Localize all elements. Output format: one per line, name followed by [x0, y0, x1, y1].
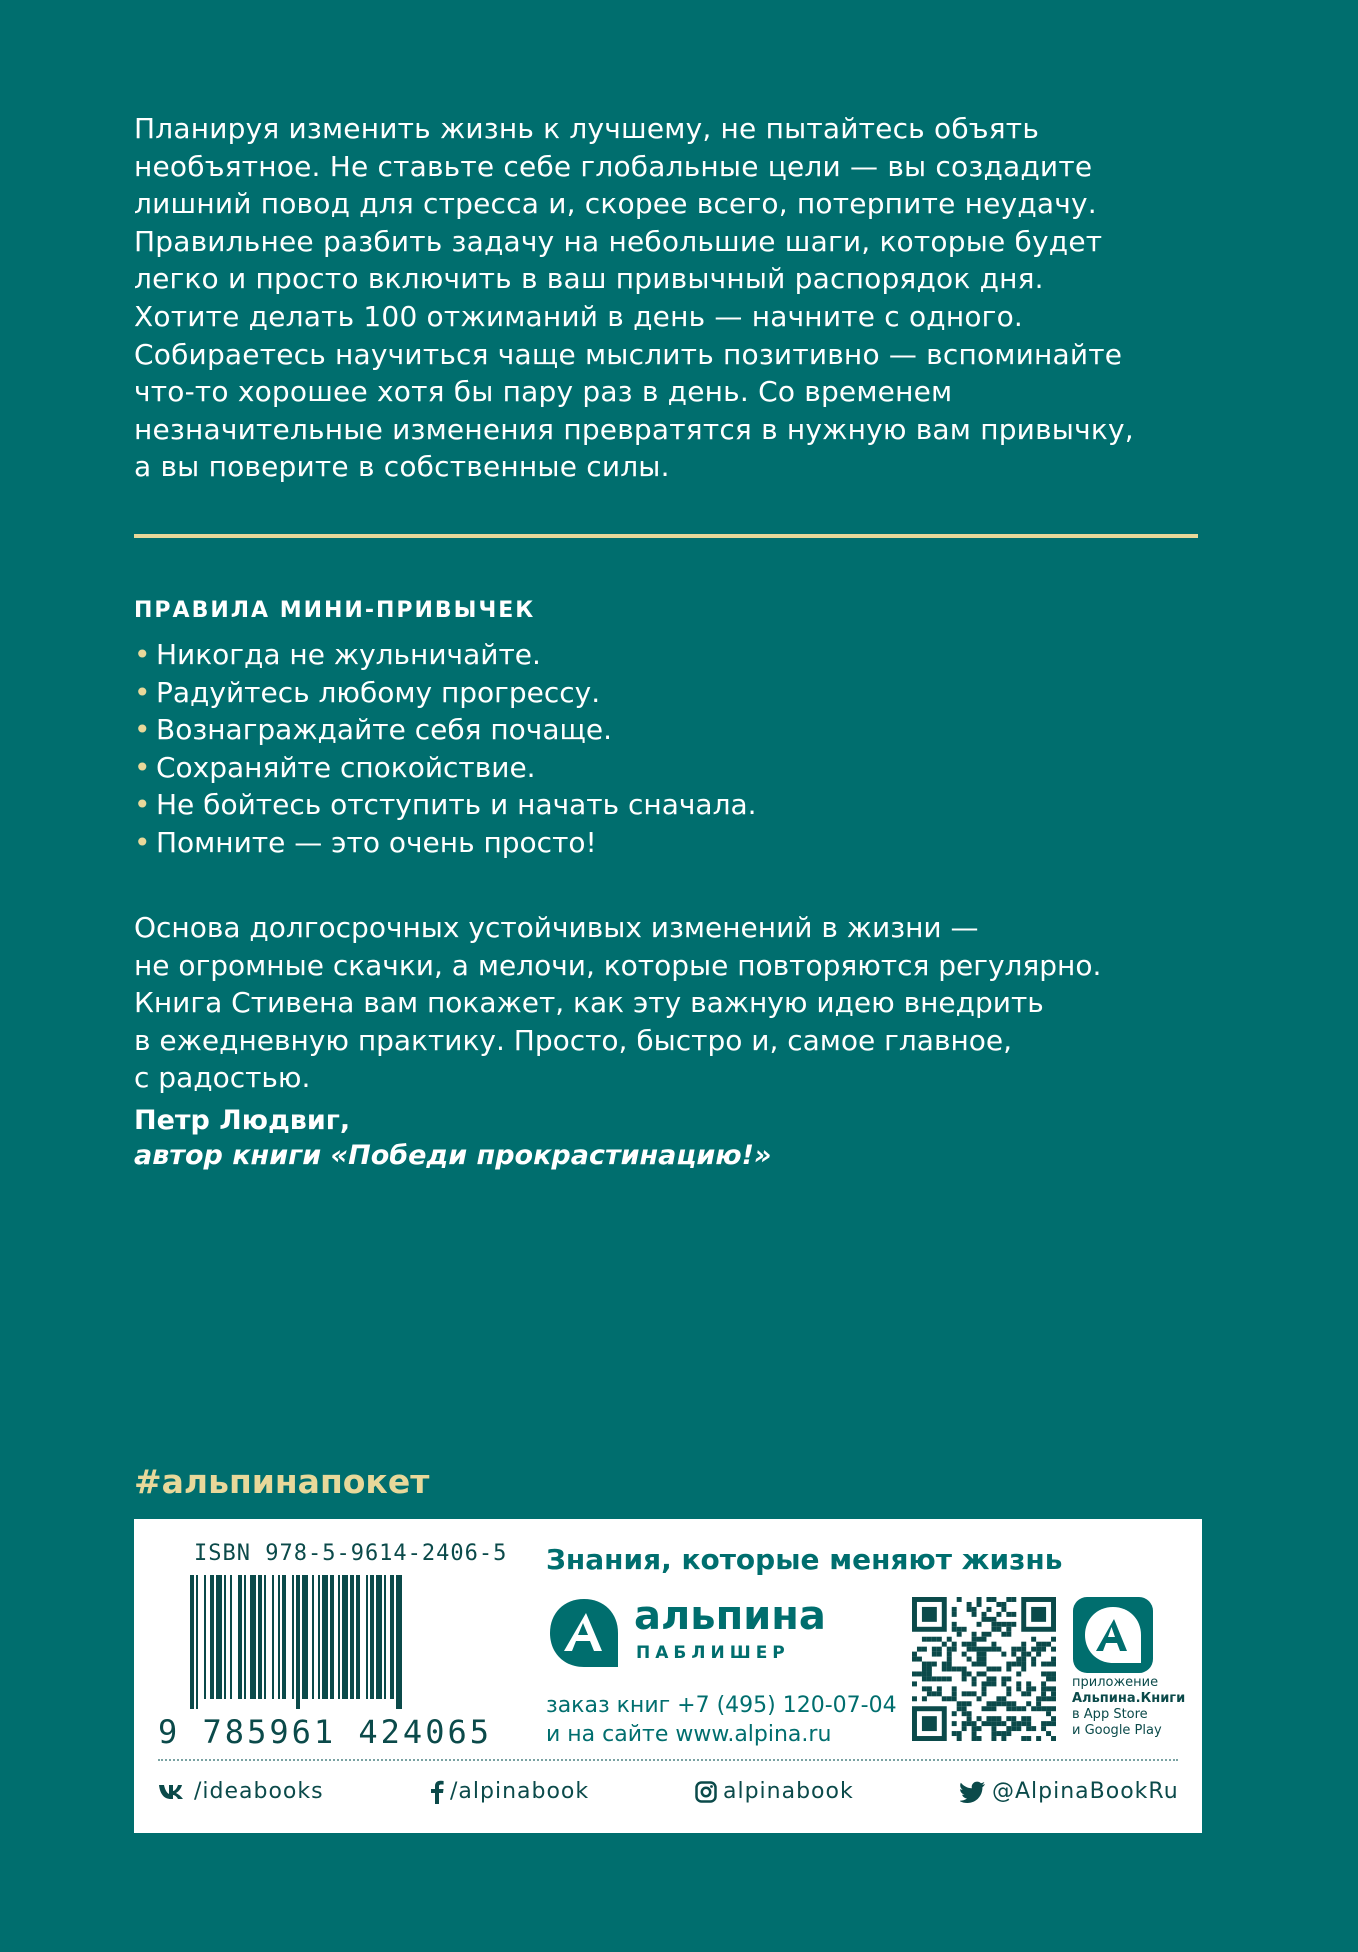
- intro-line: легко и просто включить в ваш привычный распорядок дня.: [134, 262, 1044, 296]
- social-instagram-text: alpinabook: [723, 1779, 854, 1804]
- order-site: и на сайте www.alpina.ru: [546, 1722, 832, 1747]
- bullet-icon: •: [134, 750, 151, 784]
- app-info: [1072, 1675, 1185, 1739]
- qr-code-icon: [912, 1597, 1056, 1741]
- rules-list: [134, 636, 757, 862]
- rule-text: Радуйтесь любому прогрессу.: [156, 675, 601, 709]
- rule-text: Помните — это очень просто!: [156, 825, 597, 859]
- vk-icon: [158, 1783, 188, 1801]
- list-item: [134, 711, 757, 749]
- rule-text: Никогда не жульничайте.: [156, 638, 541, 671]
- order-phone: заказ книг +7 (495) 120-07-04: [546, 1693, 897, 1718]
- quote-author: Петр Людвиг,: [134, 1105, 351, 1136]
- rules-title: ПРАВИЛА МИНИ-ПРИВЫЧЕК: [134, 598, 536, 623]
- alpina-logo-icon: [546, 1595, 622, 1671]
- social-vk[interactable]: [158, 1779, 324, 1804]
- intro-line: что-то хорошее хотя бы пару раз в день. Со временем: [134, 375, 953, 409]
- publisher-tagline: Знания, которые меняют жизнь: [546, 1543, 1063, 1576]
- gold-divider: [134, 534, 1198, 538]
- intro-paragraph: [134, 110, 1214, 486]
- list-item: [134, 749, 757, 787]
- instagram-icon: [695, 1781, 717, 1803]
- list-item: [134, 786, 757, 824]
- publisher-logo-name: альпина: [634, 1593, 826, 1639]
- publisher-logo-sub: ПАБЛИШЕР: [636, 1643, 790, 1663]
- intro-line: лишний повод для стресса и, скорее всего, потерпите неудачу.: [134, 187, 1097, 221]
- app-line: и Google Play: [1072, 1723, 1162, 1738]
- list-item: [134, 636, 757, 674]
- list-item: [134, 824, 757, 862]
- app-line: в App Store: [1072, 1707, 1148, 1722]
- social-instagram[interactable]: [695, 1779, 854, 1804]
- quote-line: с радостью.: [134, 1061, 311, 1095]
- intro-line: а вы поверите в собственные силы.: [134, 450, 670, 484]
- dotted-divider: [158, 1759, 1178, 1761]
- bullet-icon: •: [134, 788, 151, 822]
- hashtag: #альпинапокет: [134, 1462, 430, 1501]
- barcode-icon: [190, 1575, 490, 1709]
- alpina-books-app-icon: [1073, 1597, 1153, 1673]
- list-item: [134, 674, 757, 712]
- rule-text: Не бойтесь отступить и начать сначала.: [156, 788, 757, 822]
- isbn-label: ISBN 978-5-9614-2406-5: [194, 1541, 508, 1566]
- quote-paragraph: [134, 909, 1101, 1097]
- facebook-icon: [430, 1780, 444, 1804]
- order-info: [546, 1691, 897, 1749]
- quote-line: в ежедневную практику. Просто, быстро и, самое главное,: [134, 1023, 1013, 1057]
- barcode-digits: 9 785961 424065: [158, 1713, 492, 1751]
- rule-text: Сохраняйте спокойствие.: [156, 750, 536, 784]
- quote-line: Книга Стивена вам покажет, как эту важную идею внедрить: [134, 986, 1044, 1020]
- app-name: Альпина.Книги: [1072, 1691, 1186, 1706]
- intro-line: незначительные изменения превратятся в нужную вам привычку,: [134, 412, 1134, 446]
- intro-line: Планируя изменить жизнь к лучшему, не пытайтесь объять: [134, 112, 1040, 145]
- intro-line: Правильнее разбить задачу на небольшие шаги, которые будет: [134, 224, 1103, 258]
- intro-line: Собираетесь научиться чаще мыслить позитивно — вспоминайте: [134, 337, 1123, 371]
- social-twitter-text: @AlpinaBookRu: [992, 1779, 1179, 1804]
- twitter-icon: [960, 1781, 986, 1803]
- bullet-icon: •: [134, 638, 151, 671]
- social-twitter[interactable]: [960, 1779, 1179, 1804]
- publisher-panel: [134, 1519, 1202, 1833]
- bullet-icon: •: [134, 713, 151, 747]
- app-line: приложение: [1072, 1675, 1159, 1690]
- rule-text: Вознаграждайте себя почаще.: [156, 713, 612, 747]
- intro-line: Хотите делать 100 отжиманий в день — начните с одного.: [134, 299, 1024, 333]
- quote-author-role: автор книги «Победи прокрастинацию!»: [134, 1140, 772, 1171]
- intro-line: необъятное. Не ставьте себе глобальные цели — вы создадите: [134, 149, 1093, 183]
- social-facebook-text: /alpinabook: [450, 1779, 590, 1804]
- quote-line: не огромные скачки, а мелочи, которые повторяются регулярно.: [134, 948, 1102, 982]
- social-facebook[interactable]: [430, 1779, 589, 1804]
- bullet-icon: •: [134, 825, 151, 859]
- bullet-icon: •: [134, 675, 151, 709]
- social-vk-text: /ideabooks: [194, 1779, 324, 1804]
- quote-line: Основа долгосрочных устойчивых изменений в жизни —: [134, 911, 979, 944]
